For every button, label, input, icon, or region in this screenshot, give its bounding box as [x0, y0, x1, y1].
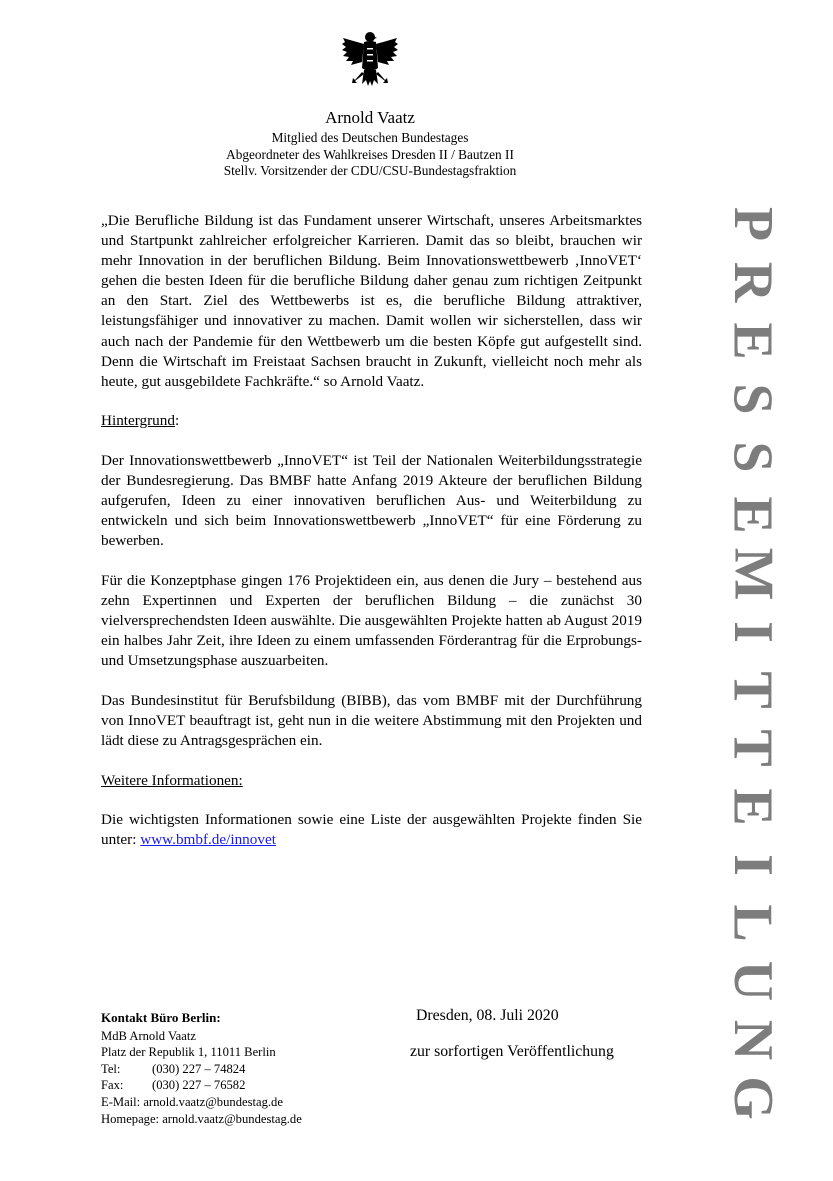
quote-paragraph: „Die Berufliche Bildung ist das Fundament unserer Wirtschaft, unseres Arbeitsmarktes und Startpunkt zahlreicher erfolgreicher Karrieren. Damit das so bleibt, brauchen wir mehr Innovation in der beruflichen Bildung. Beim Innovationswettbewerb ‚InnoVET‘ gehen die besten Ideen für die berufliche Bildung daher genau zum richtigen Zeitpunkt an den Start. Ziel des Wettbewerbs ist es, die berufliche Bildung attraktiver, leistungsfähiger und innovativer zu machen. Damit wollen wir sicherstellen, dass wir auch nach der Pandemie für den Wettbewerb um die besten Köpfe gut aufgestellt sind. Denn die Wirtschaft im Freistaat Sachsen braucht in Zukunft, vielleicht noch mehr als heute, gut ausgebildete Fachkräfte.“ so Arnold Vaatz.: [101, 212, 642, 390]
vertical-title-letter: T: [721, 671, 784, 709]
sender-role-3: Stellv. Vorsitzender der CDU/CSU-Bundestagsfraktion: [223, 163, 517, 178]
release-note: zur sorfortigen Veröffentlichung: [410, 1043, 614, 1060]
vertical-title-letter: E: [721, 321, 784, 360]
background-paragraph-2: Für die Konzeptphase gingen 176 Projektideen ein, aus denen die Jury – bestehend aus zehn Expertinnen und Experten der beruflichen Bildung – die zunächst 30 vielversprechendsten Ideen auswählte. Die ausgewählten Projekte hatten ab August 2019 ein halbes Jahr Zeit, ihre Ideen zu einem umfassenden Förderantrag für die Erprobungs- und Umsetzungsphase auszuarbeiten.: [101, 571, 642, 670]
contact-email: E-Mail: arnold.vaatz@bundestag.de: [101, 1094, 283, 1109]
contact-name: MdB Arnold Vaatz: [101, 1028, 196, 1043]
sender-role-1: Mitglied des Deutschen Bundestages: [271, 130, 469, 145]
background-heading-colon: :: [174, 412, 180, 430]
info-heading: Weitere Informationen:: [101, 771, 243, 789]
vertical-title-letter: E: [721, 787, 784, 826]
contact-block: [101, 1010, 302, 1127]
vertical-title-letter: I: [721, 854, 784, 876]
vertical-title-letter: P: [722, 206, 784, 242]
contact-fax-row: [101, 1077, 302, 1094]
vertical-title-letter: S: [722, 383, 784, 415]
contact-tel-row: [101, 1061, 302, 1078]
tel-label: Tel:: [101, 1061, 121, 1076]
background-heading: Hintergrund: [101, 412, 175, 430]
bmbf-link[interactable]: www.bmbf.de/innovet: [140, 831, 276, 849]
background-paragraph-3: Das Bundesinstitut für Berufsbildung (BIBB), das vom BMBF mit der Durchführung von InnoVET beauftragt ist, geht nun in die weitere Abstimmung mit den Projekten und lädt diese zu Antragsgesprächen ein.: [101, 691, 642, 750]
contact-homepage: Homepage: arnold.vaatz@bundestag.de: [101, 1111, 302, 1126]
background-heading-line: [101, 411, 642, 431]
vertical-title-letter: E: [721, 496, 784, 535]
vertical-title-letter: L: [721, 904, 784, 942]
vertical-title-letter: T: [721, 729, 784, 768]
fax-label: Fax:: [101, 1078, 124, 1093]
vertical-title-letter: U: [721, 961, 784, 1002]
background-paragraph-1: Der Innovationswettbewerb „InnoVET“ ist Teil der Nationalen Weiterbildungsstrategie der Bundesregierung. Das BMBF hatte Anfang 2019 Akteure der beruflichen Bildung aufgerufen, Ideen zu einer innovativen beruflichen Aus- und Weiterbildung zu entwickeln und sich beim Innovationswettbewerb „InnoVET“ für eine Förderung zu bewerben.: [101, 451, 642, 550]
press-release-body: [101, 211, 642, 870]
sender-name: Arnold Vaatz: [325, 108, 415, 127]
vertical-title-letter: N: [721, 1019, 784, 1060]
vertical-title-letter: I: [721, 620, 784, 643]
tel-value: (030) 227 – 74824: [152, 1061, 246, 1076]
info-paragraph: [101, 810, 642, 850]
letterhead: [200, 108, 540, 180]
contact-title: Kontakt Büro Berlin:: [101, 1010, 221, 1025]
vertical-title-letter: S: [722, 441, 784, 473]
vertical-title-letter: M: [721, 547, 784, 601]
place-date: Dresden, 08. Juli 2020: [416, 1007, 559, 1024]
sender-role-2: Abgeordneter des Wahlkreises Dresden II / Bautzen II: [226, 146, 514, 162]
eagle-logo-icon: [340, 28, 400, 98]
contact-address: Platz der Republik 1, 11011 Berlin: [101, 1045, 276, 1060]
vertical-title-letter: G: [722, 1076, 784, 1120]
vertical-title-letter: R: [721, 262, 784, 303]
info-text: Die wichtigsten Informationen sowie eine Liste der ausgewählten Projekte finden Sie unter:: [101, 811, 642, 849]
vertical-title: [718, 196, 788, 1126]
fax-value: (030) 227 – 76582: [152, 1078, 246, 1093]
